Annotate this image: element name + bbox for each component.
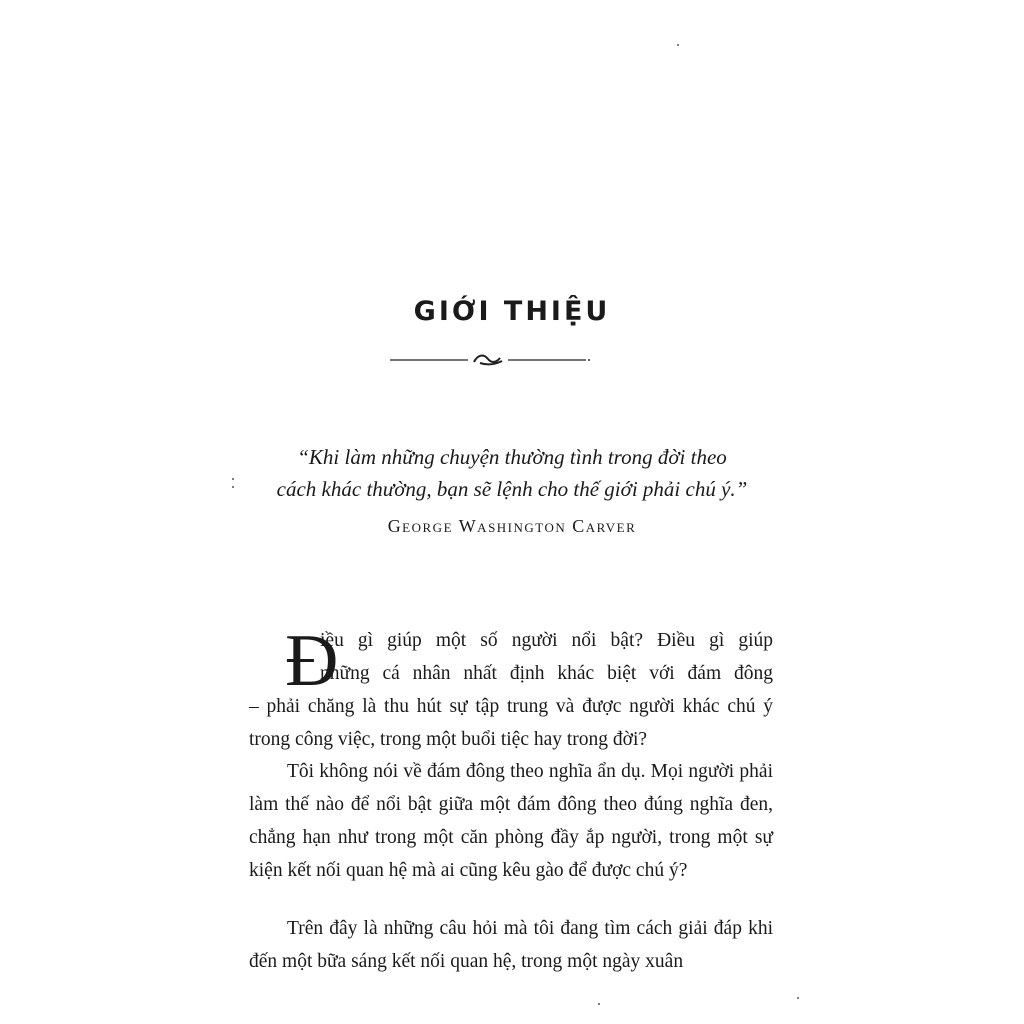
paragraph-1-line-1: iều gì giúp một số người nổi bật? Điều gì giúp — [320, 630, 773, 651]
paragraph-1-line-4: trong công việc, trong một buổi tiệc hay trong đời? — [249, 729, 648, 750]
paragraph-2: Tôi không nói về đám đông theo nghĩa ẩn dụ. Mọi người phải làm thế nào để nổi bật giữa một đám đông theo đúng nghĩa đen, chẳng hạn như trong một căn phòng đầy ắp người, trong một sự kiện kết nối quan hệ mà ai cũng kêu gào để được chú ý? — [249, 761, 773, 881]
epigraph-line-2: cách khác thường, bạn sẽ lệnh cho thế giới phải chú ý.” — [276, 477, 748, 501]
paragraph-1-line-3: – phải chăng là thu hút sự tập trung và được người khác chú ý — [249, 696, 773, 717]
paragraph-3: Trên đây là những câu hỏi mà tôi đang tìm cách giải đáp khi đến một bữa sáng kết nối quan hệ, trong một ngày xuân — [249, 918, 773, 972]
speck — [797, 997, 799, 999]
paragraph-1-line-2: những cá nhân nhất định khác biệt với đám đông — [320, 663, 773, 684]
drop-cap: Đ — [285, 620, 339, 702]
chapter-heading: GIỚI THIỆU — [413, 296, 611, 327]
speck — [677, 44, 679, 46]
speck — [598, 1003, 600, 1005]
epigraph-line-1: “Khi làm những chuyện thường tình trong đời theo — [297, 445, 727, 469]
flourish-divider-icon — [390, 349, 600, 371]
epigraph-author: George Washington Carver — [387, 516, 637, 536]
